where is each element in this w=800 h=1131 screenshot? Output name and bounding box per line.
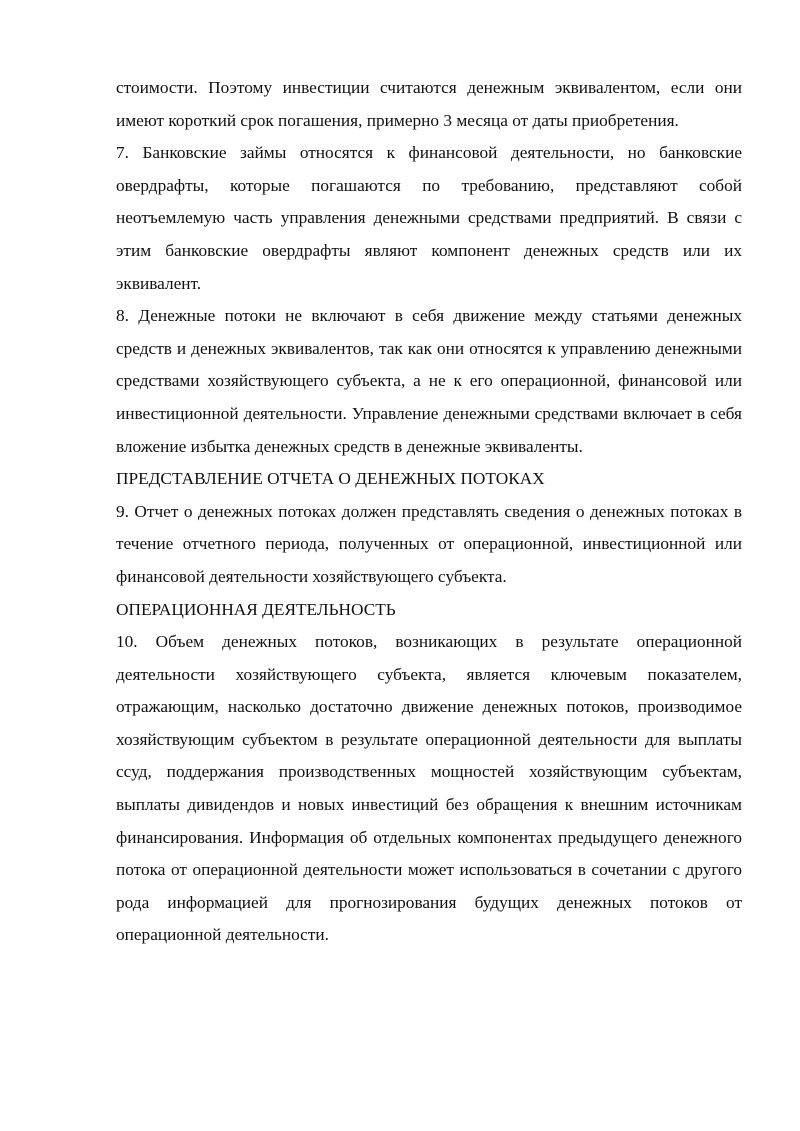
paragraph-investments-continued: стоимости. Поэтому инвестиции считаются денежным эквивалентом, если они имеют короткий срок погашения, примерно 3 месяца от даты приобретения. [116,78,742,130]
paragraph-8-cash-movements: 8. Денежные потоки не включают в себя движение между статьями денежных средств и денежных эквивалентов, так как они относятся к управлению денежными средствами хозяйствующего субъекта, а не к его операционной, финансовой или инвестиционной деятельности. Управление денежными средствами включает в себя вложение избытка денежных средств в денежные эквиваленты. [116,306,742,456]
heading-cash-flow-statement: ПРЕДСТАВЛЕНИЕ ОТЧЕТА О ДЕНЕЖНЫХ ПОТОКАХ [116,469,545,489]
paragraph-7-bank-overdrafts: 7. Банковские займы относятся к финансовой деятельности, но банковские овердрафты, которые погашаются по требованию, представляют собой неотъемлемую часть управления денежными средствами предприятий. В связи с этим банковские овердрафты являют компонент денежных средств или их эквивалент. [116,143,742,293]
document-page [116,72,742,952]
heading-operating-activities: ОПЕРАЦИОННАЯ ДЕЯТЕЛЬНОСТЬ [116,599,396,619]
paragraph-10-operating-cash-flows: 10. Объем денежных потоков, возникающих в результате операционной деятельности хозяйствующего субъекта, является ключевым показателем, отражающим, насколько достаточно движение денежных потоков, производимое хозяйствующим субъектом в результате операционной деятельности для выплаты ссуд, поддержания производственных мощностей хозяйствующим субъектам, выплаты дивидендов и новых инвестиций без обращения к внешним источникам финансирования. Информация об отдельных компонентах предыдущего денежного потока от операционной деятельности может использоваться в сочетании с другого рода информацией для прогнозирования будущих денежных потоков от операционной деятельности. [116,632,742,945]
paragraph-9-reporting: 9. Отчет о денежных потоках должен представлять сведения о денежных потоках в течение отчетного периода, полученных от операционной, инвестиционной или финансовой деятельности хозяйствующего субъекта. [116,501,742,586]
